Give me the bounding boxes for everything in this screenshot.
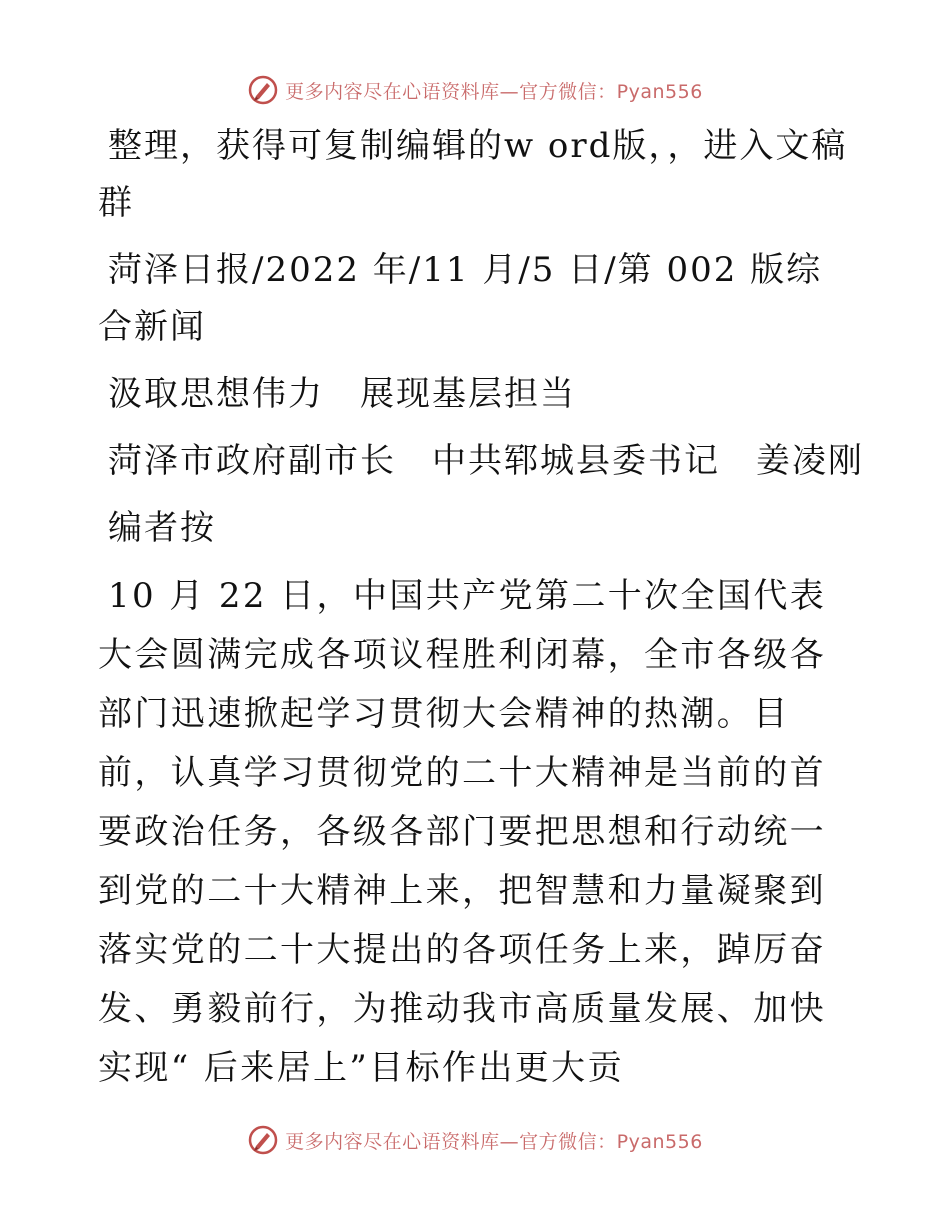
- source-line: 菏泽日报/2022 年/11 月/5 日/第 002 版综合新闻: [98, 250, 823, 347]
- intro-line: 整理，获得可复制编辑的w ord版，，进入文稿群: [98, 126, 848, 223]
- document-body: [98, 118, 864, 1098]
- watermark-text: 更多内容尽在心语资料库—官方微信：Pyan556: [285, 80, 703, 103]
- header-watermark: [0, 70, 950, 110]
- editor-note-body: 10 月 22 日，中国共产党第二十次全国代表大会圆满完成各项议程胜利闭幕，全市各级各部门迅速掀起学习贯彻大会精神的热潮。目前，认真学习贯彻党的二十大精神是当前的首要政治任务，各级各部门要把思想和行动统一到党的二十大精神上来，把智慧和力量凝聚到落实党的二十大提出的各项任务上来，踔厉奋发、勇毅前行，为推动我市高质量发展、加快实现“ 后来居上”目标作出更大贡: [98, 576, 827, 1088]
- footer-watermark: [0, 1120, 950, 1160]
- watermark-text: 更多内容尽在心语资料库—官方微信：Pyan556: [285, 1130, 703, 1153]
- pen-logo-icon: [247, 74, 279, 106]
- editor-note-label: 编者按: [108, 508, 216, 548]
- headline: 汲取思想伟力 展现基层担当: [108, 374, 576, 414]
- pen-logo-icon: [247, 1124, 279, 1156]
- author-line: 菏泽市政府副市长 中共郓城县委书记 姜凌刚: [108, 441, 864, 481]
